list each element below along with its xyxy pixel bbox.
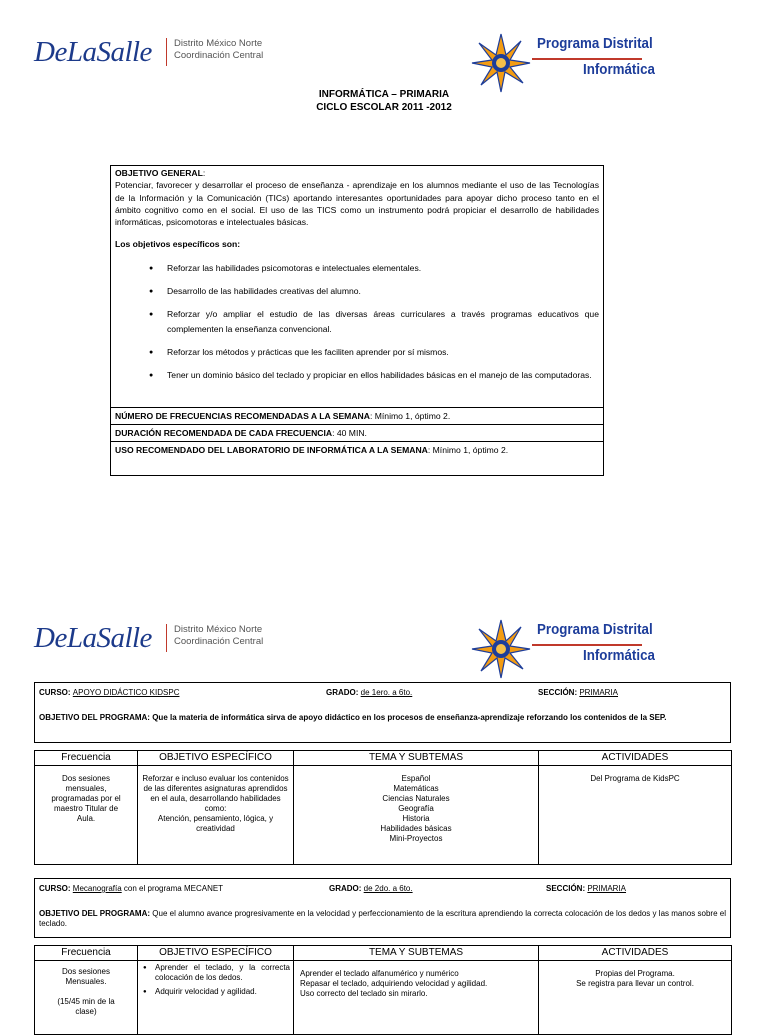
seccion-label: SECCIÓN: bbox=[538, 688, 580, 697]
list-item: ● Aprender el teclado, y la correcta colocación de los dedos. bbox=[141, 963, 290, 983]
list-item: Repasar el teclado, adquiriendo velocidad y agilidad. bbox=[300, 979, 488, 988]
district-line2: Coordinación Central bbox=[174, 636, 264, 647]
goal-label: OBJETIVO DEL PROGRAMA: bbox=[39, 713, 153, 722]
lab-usage-row bbox=[111, 442, 603, 462]
frequency-row bbox=[111, 408, 603, 425]
district-label bbox=[174, 38, 263, 62]
logo-divider bbox=[166, 624, 167, 652]
lab-usage-label: USO RECOMENDADO DEL LABORATORIO DE INFORMÁTICA A LA SEMANA bbox=[115, 445, 428, 455]
objetivo-text: Reforzar e incluso evaluar los contenidos de las diferentes asignaturas aprendidos en el aula, desarrollando habilidades como: bbox=[142, 774, 289, 813]
tema-cell bbox=[294, 961, 539, 1035]
curso-value: Mecanografía bbox=[72, 884, 122, 893]
col-actividades: ACTIVIDADES bbox=[539, 751, 732, 766]
course1-goal bbox=[35, 713, 730, 725]
col-objetivo: OBJETIVO ESPECÍFICO bbox=[138, 946, 294, 961]
district-line1: Distrito México Norte bbox=[174, 624, 263, 635]
actividades-text-1: Propias del Programa. bbox=[595, 969, 675, 978]
list-item: ● Tener un dominio básico del teclado y propiciar en ellos habilidades básicas en el manejo de las computadoras. bbox=[115, 368, 599, 383]
program-title-line1: Programa Distrital bbox=[537, 36, 653, 52]
program-star-logo-icon bbox=[470, 32, 532, 94]
course1-table bbox=[34, 750, 732, 865]
objetivo-cell bbox=[138, 961, 294, 1035]
specific-objectives-heading: Los objetivos específicos son: bbox=[115, 239, 241, 250]
program-rule bbox=[532, 58, 642, 60]
list-item: Uso correcto del teclado sin mirarlo. bbox=[300, 989, 428, 998]
list-item: ● Reforzar las habilidades psicomotoras e intelectuales elementales. bbox=[115, 261, 599, 276]
duration-label: DURACIÓN RECOMENDADA DE CADA FRECUENCIA bbox=[115, 428, 333, 438]
duration-row bbox=[111, 425, 603, 442]
list-item: Aprender el teclado alfanumérico y numérico bbox=[300, 969, 459, 978]
list-item: ● Adquirir velocidad y agilidad. bbox=[141, 987, 290, 997]
objetivo-cell bbox=[138, 766, 294, 865]
curso-label: CURSO: bbox=[39, 688, 73, 697]
list-item: Historia bbox=[402, 814, 430, 823]
grado-label: GRADO: bbox=[326, 688, 361, 697]
actividades-cell bbox=[539, 961, 732, 1035]
frecuencia-cell: Dos sesiones mensuales, programadas por el maestro Titular de Aula. bbox=[35, 766, 138, 865]
program-title-line1: Programa Distrital bbox=[537, 622, 653, 638]
actividades-cell: Del Programa de KidsPC bbox=[539, 766, 732, 865]
goal-text: Que la materia de informática sirva de apoyo didáctico en los procesos de enseñanza-aprendizaje reforzando los contenidos de la SEP. bbox=[152, 713, 667, 722]
table-row bbox=[35, 766, 732, 865]
district-label bbox=[174, 624, 263, 648]
actividades-text-2: Se registra para llevar un control. bbox=[576, 979, 694, 988]
goal-label: OBJETIVO DEL PROGRAMA: bbox=[39, 909, 153, 918]
list-item: Geografía bbox=[398, 804, 434, 813]
course1-line bbox=[35, 683, 730, 699]
page-header-2 bbox=[0, 618, 768, 688]
goal-text: Que el alumno avance progresivamente en la velocidad y perfeccionamiento de la escritura aprendiendo la correcta colocación de los dedos y las manos sobre el teclado. bbox=[39, 909, 726, 928]
delasalle-logo: DeLaSalle bbox=[34, 622, 152, 654]
grado-label: GRADO: bbox=[329, 884, 364, 893]
title-line2: CICLO ESCOLAR 2011 -2012 bbox=[316, 102, 452, 113]
seccion-label: SECCIÓN: bbox=[546, 884, 588, 893]
list-item: Español bbox=[401, 774, 431, 783]
grado-value: de 1ero. a 6to. bbox=[360, 688, 413, 697]
specific-objectives-list bbox=[115, 261, 599, 383]
col-tema: TEMA Y SUBTEMAS bbox=[294, 946, 539, 961]
curso-value: APOYO DIDÁCTICO KIDSPC bbox=[72, 688, 180, 697]
program-star-logo-icon bbox=[470, 618, 532, 680]
objetivo-text-2: Atención, pensamiento, lógica, y creatividad bbox=[157, 814, 274, 833]
document-title bbox=[0, 88, 768, 114]
frequency-value: : Mínimo 1, óptimo 2. bbox=[369, 411, 451, 421]
list-item: ● Reforzar y/o ampliar el estudio de las diversas áreas curriculares a través programas educativos que complementen la enseñanza convencional. bbox=[115, 307, 599, 337]
list-item: Mini-Proyectos bbox=[389, 834, 443, 843]
program-title-line2: Informática bbox=[583, 648, 655, 664]
duration-value: : 40 MIN. bbox=[332, 428, 367, 438]
objective-box bbox=[110, 165, 604, 476]
grado-value: de 2do. a 6to. bbox=[363, 884, 413, 893]
col-frecuencia: Frecuencia bbox=[35, 751, 138, 766]
col-objetivo: OBJETIVO ESPECÍFICO bbox=[138, 751, 294, 766]
frequency-label: NÚMERO DE FRECUENCIAS RECOMENDADAS A LA SEMANA bbox=[115, 411, 370, 421]
course2-line bbox=[35, 879, 730, 895]
frecuencia-text-1: Dos sesiones Mensuales. bbox=[61, 967, 111, 986]
course1-info bbox=[34, 682, 731, 743]
course2-info bbox=[34, 878, 731, 938]
curso-suffix: con el programa MECANET bbox=[121, 884, 224, 893]
seccion-value: PRIMARIA bbox=[579, 688, 619, 697]
list-item: Ciencias Naturales bbox=[382, 794, 450, 803]
objective-text: Potenciar, favorecer y desarrollar el proceso de enseñanza - aprendizaje en los alumnos mediante el uso de las Tecnologías de la Información y la Comunicación (TICs) aportando interesantes oportunidades para apoyar dicho proceso tanto en el ámbito cognitivo como en el social. El uso de las TICS como un instrumento podrá propiciar el desarrollo de habilidades informáticas, psicomotoras e intelectuales básicas. bbox=[115, 180, 599, 228]
delasalle-logo: DeLaSalle bbox=[34, 36, 152, 68]
frecuencia-cell bbox=[35, 961, 138, 1035]
logo-divider bbox=[166, 38, 167, 66]
col-actividades: ACTIVIDADES bbox=[539, 946, 732, 961]
frecuencia-text-2: (15/45 min de la clase) bbox=[57, 997, 115, 1016]
tema-cell bbox=[294, 766, 539, 865]
program-title-line2: Informática bbox=[583, 62, 655, 78]
curso-label: CURSO: bbox=[39, 884, 73, 893]
general-objective bbox=[111, 166, 603, 408]
district-line2: Coordinación Central bbox=[174, 50, 264, 61]
course2-goal bbox=[35, 909, 730, 931]
col-tema: TEMA Y SUBTEMAS bbox=[294, 751, 539, 766]
title-line1: INFORMÁTICA – PRIMARIA bbox=[318, 89, 450, 100]
course2-table bbox=[34, 945, 732, 1035]
list-item: Matemáticas bbox=[393, 784, 439, 793]
list-item: ● Desarrollo de las habilidades creativas del alumno. bbox=[115, 284, 599, 299]
lab-usage-value: : Mínimo 1, óptimo 2. bbox=[427, 445, 509, 455]
objetivo-list bbox=[141, 963, 290, 997]
objective-heading: OBJETIVO GENERAL bbox=[115, 168, 203, 178]
list-item: Habilidades básicas bbox=[380, 824, 452, 833]
objective-heading-colon: : bbox=[202, 168, 206, 178]
col-frecuencia: Frecuencia bbox=[35, 946, 138, 961]
table-row bbox=[35, 961, 732, 1035]
list-item: ● Reforzar los métodos y prácticas que les faciliten aprender por sí mismos. bbox=[115, 345, 599, 360]
seccion-value: PRIMARIA bbox=[587, 884, 627, 893]
district-line1: Distrito México Norte bbox=[174, 38, 263, 49]
program-rule bbox=[532, 644, 642, 646]
